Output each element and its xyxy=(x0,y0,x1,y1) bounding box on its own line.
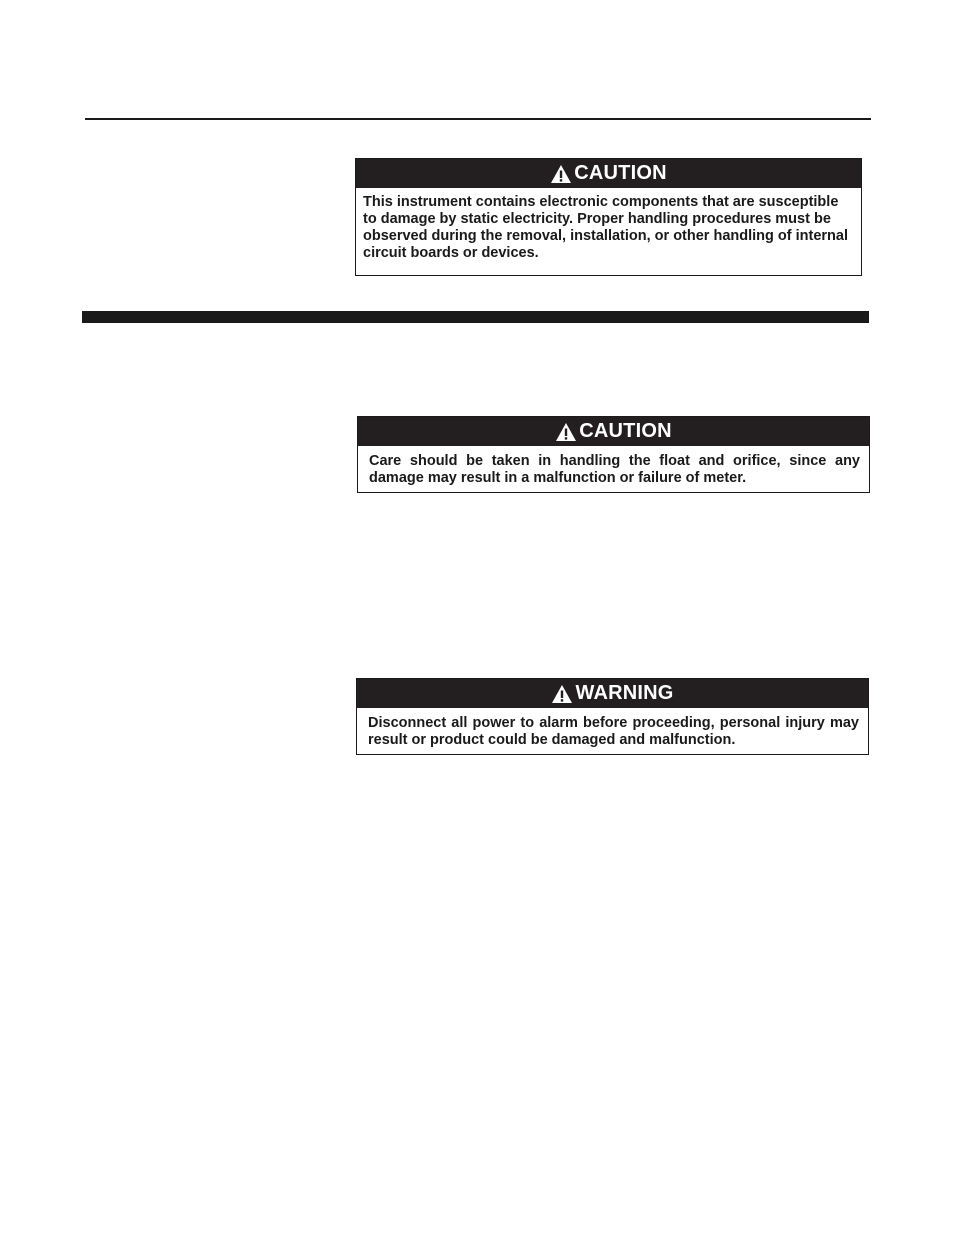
warning-triangle-icon xyxy=(555,422,579,442)
warning-box-power xyxy=(356,678,869,755)
warning-header xyxy=(357,679,868,708)
warning-triangle-icon xyxy=(550,164,574,184)
warning-triangle-icon xyxy=(551,684,575,704)
section-divider-bar xyxy=(82,311,869,323)
caution-box-static xyxy=(355,158,862,276)
warning-text: Disconnect all power to alarm before proceeding, personal injury may result or product could be damaged and malfunction. xyxy=(368,715,859,748)
header-rule xyxy=(85,118,871,120)
caution-label: CAUTION xyxy=(579,420,672,442)
caution-text: This instrument contains electronic components that are susceptible to damage by static electricity. Proper handling procedures must be observed during the removal, installation, or other handling of internal circuit boards or devices. xyxy=(363,194,848,261)
caution-label: CAUTION xyxy=(574,162,667,184)
caution-header xyxy=(356,159,861,188)
caution-header xyxy=(358,417,869,446)
caution-box-float xyxy=(357,416,870,493)
warning-label: WARNING xyxy=(575,682,674,704)
caution-text: Care should be taken in handling the float and orifice, since any damage may result in a malfunction or failure of meter. xyxy=(369,453,860,486)
